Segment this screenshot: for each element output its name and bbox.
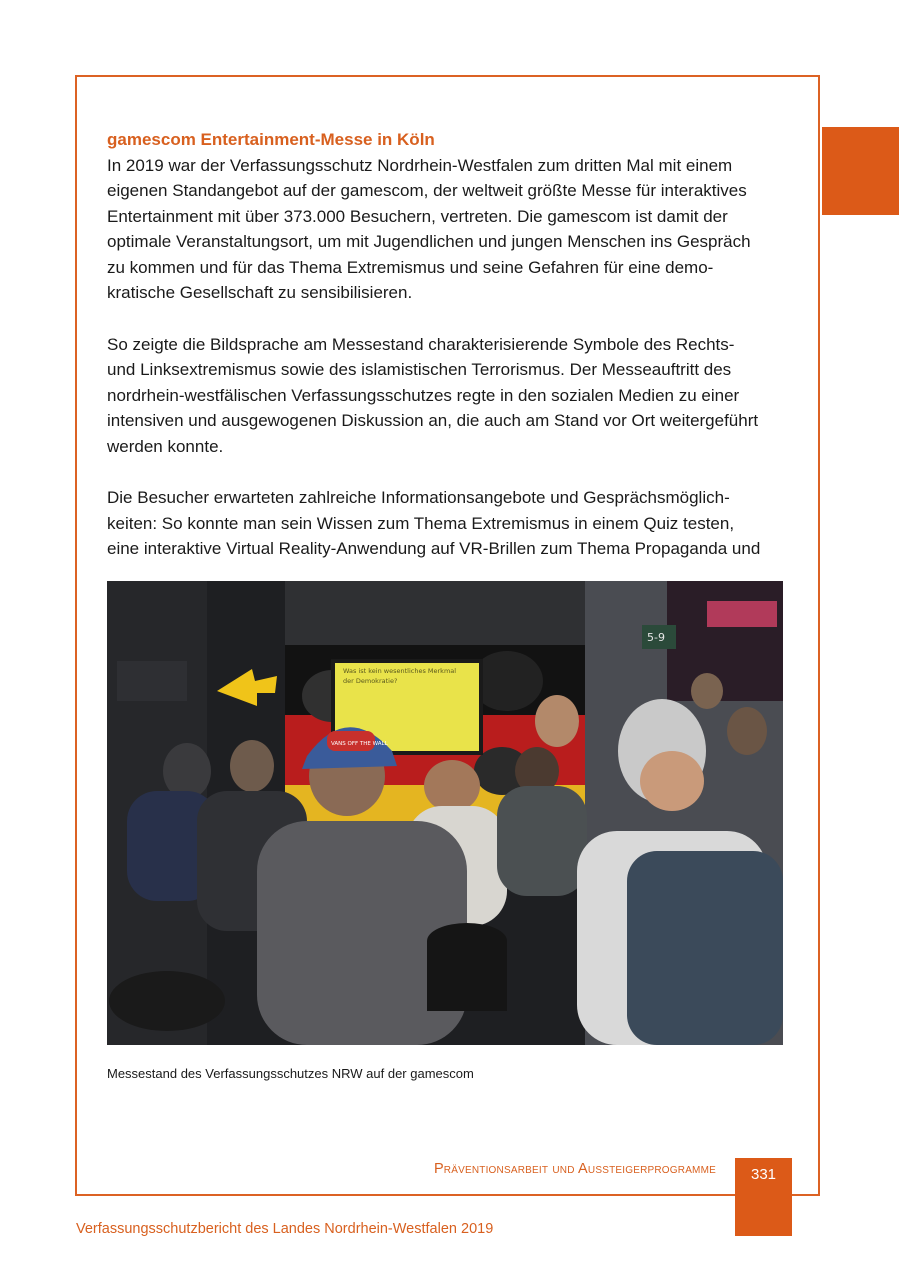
page-number: 331 (750, 1166, 777, 1183)
hall-sign-text: 5-9 (647, 631, 665, 644)
text-line: So zeigte die Bildsprache am Messestand charakterisierende Symbole des Rechts- (107, 334, 735, 354)
text-line: optimale Veranstaltungsort, um mit Jugendlichen und jungen Menschen ins Gespräch (107, 232, 751, 252)
quiz-screen-line-2: der Demokratie? (343, 677, 398, 685)
paragraph-2 (107, 332, 797, 460)
photo-caption: Messestand des Verfassungsschutzes NRW auf der gamescom (107, 1066, 474, 1081)
chapter-side-tab (822, 127, 899, 215)
text-line: werden konnte. (107, 437, 224, 457)
text-line: In 2019 war der Verfassungsschutz Nordrhein-Westfalen zum dritten Mal mit einem (107, 155, 733, 175)
text-line: Entertainment mit über 373.000 Besuchern, vertreten. Die gamescom ist damit der (107, 206, 728, 226)
quiz-screen-line-1: Was ist kein wesentliches Merkmal (343, 667, 457, 675)
backpack-icon (627, 851, 783, 1045)
section-heading: gamescom Entertainment-Messe in Köln (107, 130, 435, 149)
text-line: und Linksextremismus sowie des islamistischen Terrorismus. Der Messeauftritt des (107, 360, 732, 380)
text-line: Die Besucher erwarteten zahlreiche Informationsangebote und Gesprächsmöglich- (107, 488, 730, 508)
exhibition-photo (107, 581, 783, 1045)
text-line: eine interaktive Virtual Reality-Anwendung auf VR-Brillen zum Thema Propaganda und (107, 539, 761, 559)
article-text (107, 127, 797, 588)
chapter-title: Präventionsarbeit und Aussteigerprogramme (433, 1161, 716, 1177)
text-line: keiten: So konnte man sein Wissen zum Thema Extremismus in einem Quiz testen, (107, 513, 735, 533)
report-title: Verfassungsschutzbericht des Landes Nordrhein-Westfalen 2019 (76, 1221, 494, 1237)
text-line: intensiven und ausgewogenen Diskussion an, die auch am Stand vor Ort weitergeführt (107, 411, 759, 431)
cap-logo-text: VANS OFF THE WALL (331, 741, 388, 747)
paragraph-1 (107, 153, 797, 307)
neon-sign (707, 601, 777, 627)
page-number-box (735, 1158, 792, 1236)
paragraph-3 (107, 485, 797, 562)
text-line: zu kommen und für das Thema Extremismus und seine Gefahren für eine demo- (107, 257, 714, 277)
photo-illustration (107, 581, 783, 1045)
text-line: nordrhein-westfälischen Verfassungsschutzes regte in den sozialen Medien zu einer (107, 385, 740, 405)
text-line: eigenen Standangebot auf der gamescom, der weltweit größte Messe für interaktives (107, 181, 747, 201)
text-line: kratische Gesellschaft zu sensibilisieren. (107, 283, 413, 303)
